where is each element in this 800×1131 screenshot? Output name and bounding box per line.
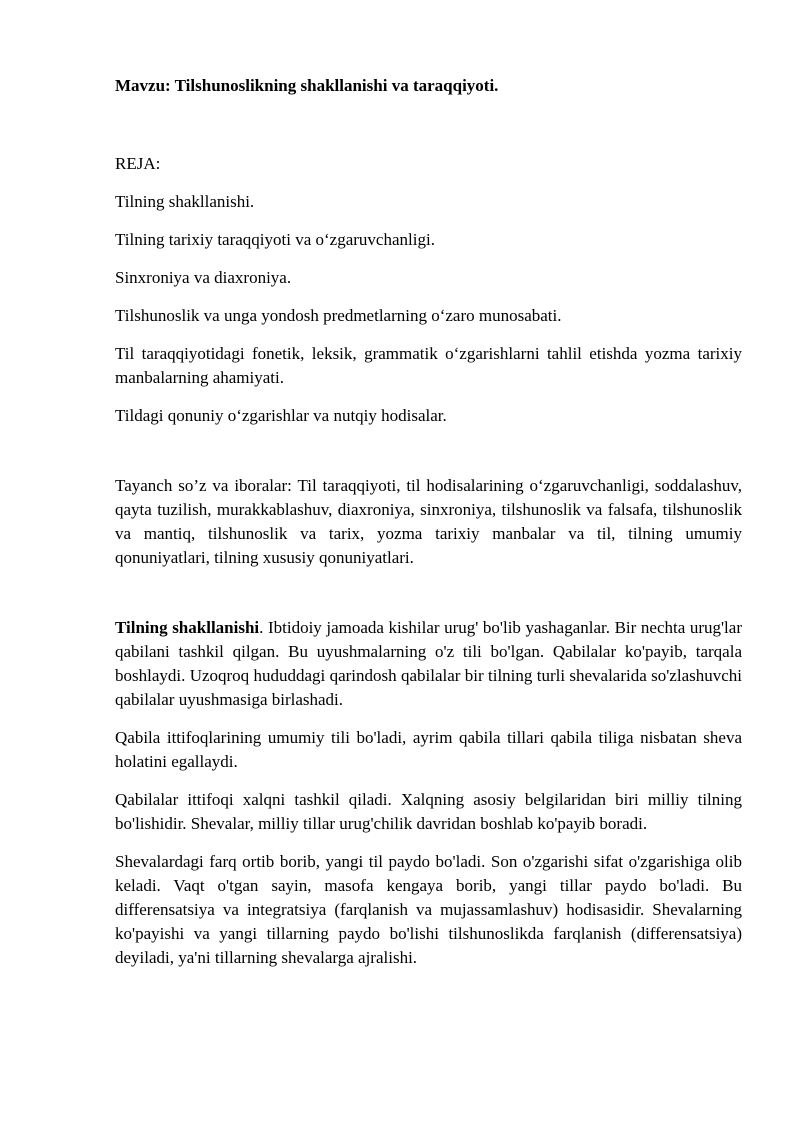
plan-item-4: Tilshunoslik va unga yondosh predmetlarning o‘zaro munosabati. <box>115 306 562 325</box>
body-paragraph-3: Shevalardagi farq ortib borib, yangi til paydo bo'ladi. Son o'zgarishi sifat o'zgarishiga olib keladi. Vaqt o'tgan sayin, masofa kengaya borib, yangi tillar paydo bo'ladi. Bu differensatsiya va integratsiya (farqlanish va mujassamlashuv) hodisasidir. Shevalarning ko'payishi va yangi tillarning paydo bo'lishi tilshunoslikda farqlanish (differensatsiya) deyiladi, ya'ni tillarning shevalarga ajralishi. <box>115 852 742 967</box>
section-heading-inline: Tilning shakllanishi <box>115 618 260 637</box>
body-paragraph-2: Qabilalar ittifoqi xalqni tashkil qiladi. Xalqning asosiy belgilaridan biri milliy tilning bo'lishidir. Shevalar, milliy tillar urug'chilik davridan boshlab ko'payib boradi. <box>115 790 742 833</box>
plan-item-5: Til taraqqiyotidagi fonetik, leksik, grammatik o‘zgarishlarni tahlil etishda yozma tarixiy manbalarning ahamiyati. <box>115 344 742 387</box>
section-intro-paragraph <box>115 616 742 712</box>
plan-item-6: Tildagi qonuniy o‘zgarishlar va nutqiy hodisalar. <box>115 406 447 425</box>
plan-item-2: Tilning tarixiy taraqqiyoti va o‘zgaruvchanligi. <box>115 230 435 249</box>
section-intro-text: . Ibtidoiy jamoada kishilar urug' bo'lib yashaganlar. Bir nechta urug'lar qabilani tashkil qilgan. Bu uyushmalarning o'z tili bo'lgan. Qabilalar ko'payib, tarqala boshlaydi. Uzoqroq hududdagi qarindosh qabilalar bir tilning turli shevalarida so'zlashuvchi qabilalar uyushmasiga birlashadi. <box>115 618 742 709</box>
keywords-paragraph: Tayanch so’z va iboralar: Til taraqqiyoti, til hodisalarining o‘zgaruvchanligi, soddalashuv, qayta tuzilish, murakkablashuv, diaxroniya, sinxroniya, tilshunoslik va falsafa, tilshunoslik va mantiq, tilshunoslik va tarix, yozma tarixiy manbalar va til, tilning umumiy qonuniyatlari, tilning xususiy qonuniyatlari. <box>115 476 742 567</box>
plan-item-1: Tilning shakllanishi. <box>115 192 255 211</box>
plan-item-3: Sinxroniya va diaxroniya. <box>115 268 292 287</box>
plan-heading: REJA: <box>115 154 161 173</box>
page-title: Mavzu: Tilshunoslikning shakllanishi va taraqqiyoti. <box>115 76 499 95</box>
body-paragraph-1: Qabila ittifoqlarining umumiy tili bo'ladi, ayrim qabila tillari qabila tiliga nisbatan sheva holatini egallaydi. <box>115 728 742 771</box>
document-body <box>115 74 742 970</box>
